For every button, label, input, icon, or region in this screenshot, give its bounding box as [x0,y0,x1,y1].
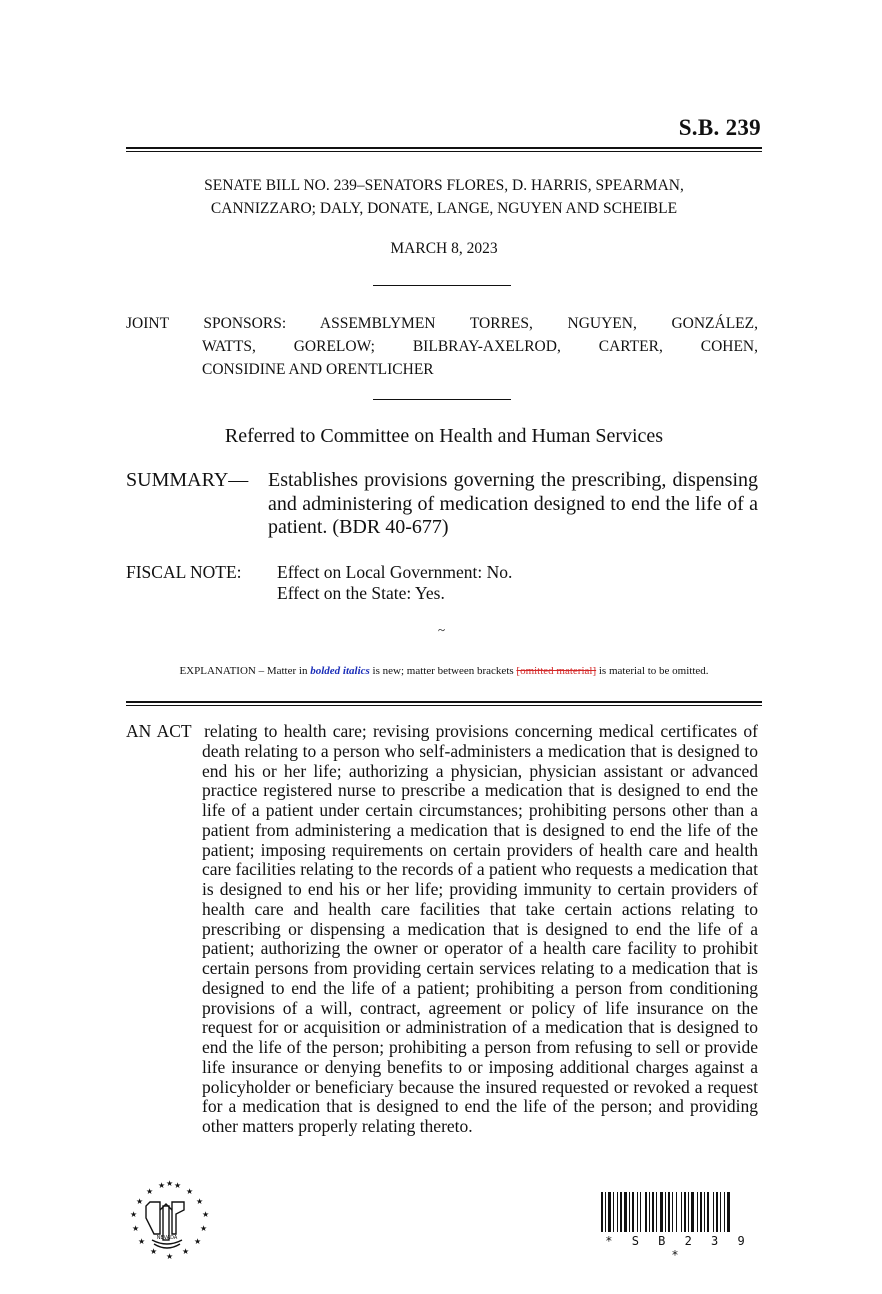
nevada-state-seal-icon [124,1180,210,1260]
barcode-bar [665,1192,666,1232]
barcode-bar [727,1192,730,1232]
svg-text:★: ★ [132,1224,140,1233]
svg-text:★: ★ [130,1210,138,1219]
barcode-bar [700,1192,702,1232]
bill-title [126,174,762,220]
barcode-text: * S B 2 3 9 * [605,1234,751,1262]
svg-text:★: ★ [202,1210,210,1219]
barcode-bar [681,1192,682,1232]
barcode-bar [716,1192,718,1232]
fiscal-note [126,562,512,604]
barcode-bar [688,1192,689,1232]
barcode-bar [608,1192,611,1232]
barcode-bar [640,1192,641,1232]
barcode-bar [645,1192,647,1232]
barcode-bar [617,1192,618,1232]
barcode-bar [691,1192,694,1232]
fiscal-note-state: Effect on the State: Yes. [277,583,445,603]
sponsors-line-3: CONSIDINE AND ORENTLICHER [202,361,434,378]
svg-text:★: ★ [196,1197,204,1206]
svg-text:★: ★ [150,1247,158,1256]
summary-label: SUMMARY— [126,469,249,491]
explanation-omitted-sample: [omitted material] [516,665,597,677]
tilde-mark: ~ [438,622,446,637]
barcode-bar [620,1192,622,1232]
divider [373,399,511,400]
barcode-bar [637,1192,638,1232]
barcode-bar [649,1192,650,1232]
barcode-bar [613,1192,614,1232]
barcode-bar [676,1192,677,1232]
svg-text:★: ★ [158,1181,166,1190]
svg-text:★: ★ [136,1197,144,1206]
barcode-bar [629,1192,630,1232]
barcode-bar [601,1192,603,1232]
barcode-bar [684,1192,686,1232]
bill-number: S.B. 239 [678,115,761,140]
header-rule [126,147,762,152]
barcode-bar [605,1192,606,1232]
divider [373,285,511,286]
svg-text:★: ★ [166,1180,174,1188]
act-label: AN ACT [126,721,192,741]
svg-text:★: ★ [174,1181,182,1190]
explanation-prefix: EXPLANATION – Matter in [179,665,311,677]
joint-sponsors [126,312,758,381]
svg-text:★: ★ [186,1187,194,1196]
barcode-bar [660,1192,663,1232]
explanation-middle: is new; matter between brackets [369,665,517,677]
barcode-bar [624,1192,627,1232]
barcode-bar [652,1192,654,1232]
svg-text:★: ★ [200,1224,208,1233]
barcode-bar [713,1192,714,1232]
seal-text: NEVADA [156,1235,178,1241]
explanation-new-sample: bolded italics [310,665,370,677]
introduction-date: MARCH 8, 2023 [390,240,498,257]
svg-text:★: ★ [146,1187,154,1196]
svg-text:★: ★ [182,1247,190,1256]
barcode-bar [724,1192,725,1232]
barcode-bar [697,1192,698,1232]
barcode-bar [720,1192,721,1232]
barcode-icon [600,1192,756,1232]
fiscal-note-label: FISCAL NOTE: [126,562,242,582]
explanation [126,665,762,677]
act-text: relating to health care; revising provisions concerning medical certificates of death relating to a person who self-administers a medication that is designed to end his or her life; authorizing a physician, physician assistant or advanced practice registered nurse to prescribe a medication that is designed to end the life of a patient under certain circumstances; prohibiting persons other than a patient from administering a medication that is designed to end the life of the patient; imposing requirements on certain providers of health care and health care facilities relating to the records of a patient who requests a medication that is designed to end his or her life; providing immunity to certain providers of health care and health care facilities that take certain actions relating to prescribing or dispensing a medication that is designed to end the life of a patient; authorizing the owner or operator of a health care facility to prohibit certain persons from providing certain services relating to a medication that is designed to end the life of a patient; prohibiting a person from conditioning provisions of a will, contract, agreement or policy of life insurance on the request for or acquisition or administration of a medication that is designed to end the life of the person; prohibiting a person from refusing to sell or provide life insurance or denying benefits to or imposing additional charges against a policyholder or beneficiary because the insured requested or revoked a request for a medication that is designed to end the life of the person; and providing other matters properly relating thereto. [202,721,759,1136]
barcode-bar [672,1192,673,1232]
summary [126,469,758,540]
sponsors-line-2: WATTS, GORELOW; BILBRAY-AXELROD, CARTER, COHEN, [202,338,758,355]
summary-text: Establishes provisions governing the prescribing, dispensing and administering of medication designed to end the life of a patient. (BDR 40-677) [268,469,758,538]
explanation-rule [126,701,762,706]
barcode-bar [668,1192,670,1232]
svg-text:★: ★ [166,1252,174,1260]
bill-title-line-1: SENATE BILL NO. 239–SENATORS FLORES, D. HARRIS, SPEARMAN, [204,177,684,194]
committee-referral: Referred to Committee on Health and Human Services [224,425,664,447]
sponsors-line-1: JOINT SPONSORS: ASSEMBLYMEN TORRES, NGUYEN, GONZÁLEZ, [126,315,758,332]
svg-text:★: ★ [138,1237,146,1246]
bill-title-line-2: CANNIZZARO; DALY, DONATE, LANGE, NGUYEN AND SCHEIBLE [210,200,678,217]
barcode-bar [656,1192,657,1232]
explanation-suffix: is material to be omitted. [596,665,709,677]
barcode-bar [632,1192,634,1232]
act-preamble [126,722,758,1137]
svg-text:★: ★ [194,1237,202,1246]
barcode-bar [707,1192,709,1232]
fiscal-note-local: Effect on Local Government: No. [277,562,513,582]
barcode-bar [704,1192,705,1232]
